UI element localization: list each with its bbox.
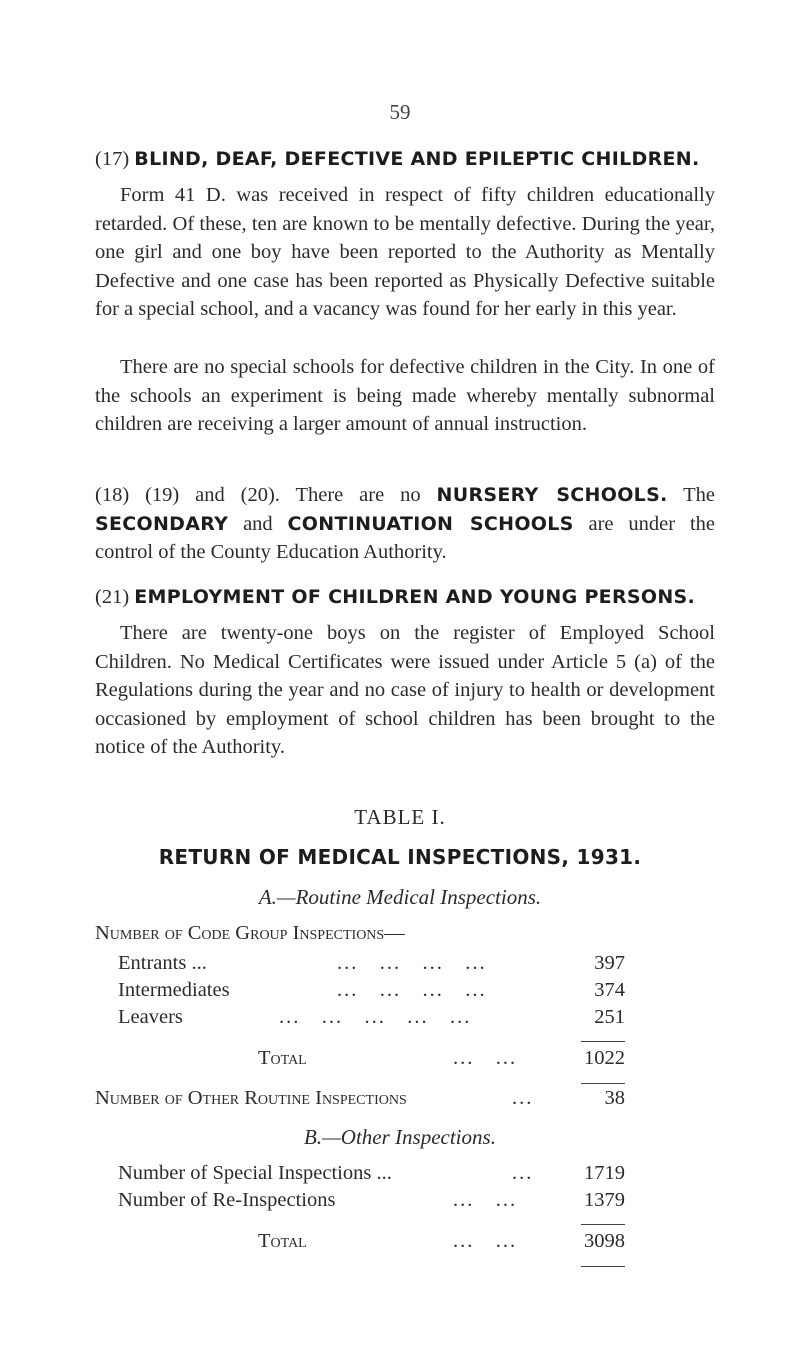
section-17-heading (95, 145, 715, 174)
subtotal-rule (581, 1224, 625, 1225)
other-routine-label: Number of Other Routine Inspections (95, 1087, 407, 1109)
section-17-title: BLIND, DEAF, DEFECTIVE AND EPILEPTIC CHILDREN. (134, 148, 700, 170)
code-group-heading: Number of Code Group Inspections— (95, 922, 405, 944)
total-rule (581, 1083, 625, 1084)
section-18-and: and (243, 512, 273, 535)
section-a-title: A.—Routine Medical Inspections. (258, 885, 542, 909)
table-row-value: 1379 (584, 1189, 625, 1211)
table-row-value: 1719 (584, 1162, 625, 1184)
table-title: TABLE I. (354, 805, 446, 829)
section-18-label: (18) (19) and (20). There are no (95, 484, 421, 506)
table-row-label: Number of Re-Inspections (118, 1189, 336, 1211)
total-rule (581, 1266, 625, 1267)
section-b-title: B.—Other Inspections. (304, 1125, 496, 1149)
continuation-schools-heading: CONTINUATION SCHOOLS (287, 512, 574, 535)
return-title: RETURN OF MEDICAL INSPECTIONS, 1931. (158, 845, 642, 869)
section-21-label: (21) (95, 586, 130, 608)
table-row-dots: ... ... (453, 1189, 518, 1211)
table-row-dots: ... ... ... ... ... (279, 1006, 472, 1028)
table-row-dots: ... ... ... ... (337, 952, 487, 974)
section-21-paragraph: There are twenty-one boys on the register of Employed School Children. No Medical Certificates were issued under Article 5 (a) of the Regulations during the year and no case of injury to health or development occasioned by employment of school children has been brought to the notice of the Authority. (95, 622, 715, 758)
table-row-label: Leavers (118, 1006, 183, 1028)
subtotal-rule (581, 1041, 625, 1042)
section-21-title: EMPLOYMENT OF CHILDREN AND YOUNG PERSONS. (134, 586, 696, 608)
other-routine-dots: ... (512, 1087, 534, 1109)
total-a-value: 1022 (584, 1047, 625, 1069)
section-21-heading (95, 583, 715, 612)
table-row-value: 374 (594, 979, 625, 1001)
table-row-dots: ... (512, 1162, 534, 1184)
section-18-rest: are under the control of the County Education Authority. (95, 512, 715, 563)
total-b-label: Total (258, 1230, 307, 1252)
table-row-label: Intermediates (118, 979, 230, 1001)
total-b-value: 3098 (584, 1230, 625, 1252)
total-a-dots: ... ... (453, 1047, 518, 1069)
table-row-label: Entrants ... (118, 952, 207, 974)
total-b-dots: ... ... (453, 1230, 518, 1252)
section-18-20-paragraph (95, 481, 715, 567)
total-a-label: Total (258, 1047, 307, 1069)
table-row-label: Number of Special Inspections ... (118, 1162, 392, 1184)
secondary-heading: SECONDARY (95, 512, 229, 535)
section-17-paragraph-2: There are no special schools for defective children in the City. In one of the schools an experiment is being made whereby mentally subnormal children are receiving a larger amount of annual instruction. (95, 356, 715, 435)
table-row-dots: ... ... ... ... (337, 979, 487, 1001)
page-number: 59 (389, 100, 411, 124)
nursery-schools-heading: NURSERY SCHOOLS. (436, 484, 668, 506)
section-18-the: The (683, 484, 715, 506)
section-17-label: (17) (95, 148, 130, 170)
table-row-value: 397 (594, 952, 625, 974)
other-routine-value: 38 (604, 1087, 625, 1109)
section-17-paragraph-1: Form 41 D. was received in respect of fifty children educationally retarded. Of these, ten are known to be mentally defective. During the year, one girl and one boy have been reported to the Authority as Mentally Defective and one case has been reported as Physically Defective suitable for a special school, and a vacancy was found for her early in this year. (95, 184, 715, 320)
table-row-value: 251 (594, 1006, 625, 1028)
